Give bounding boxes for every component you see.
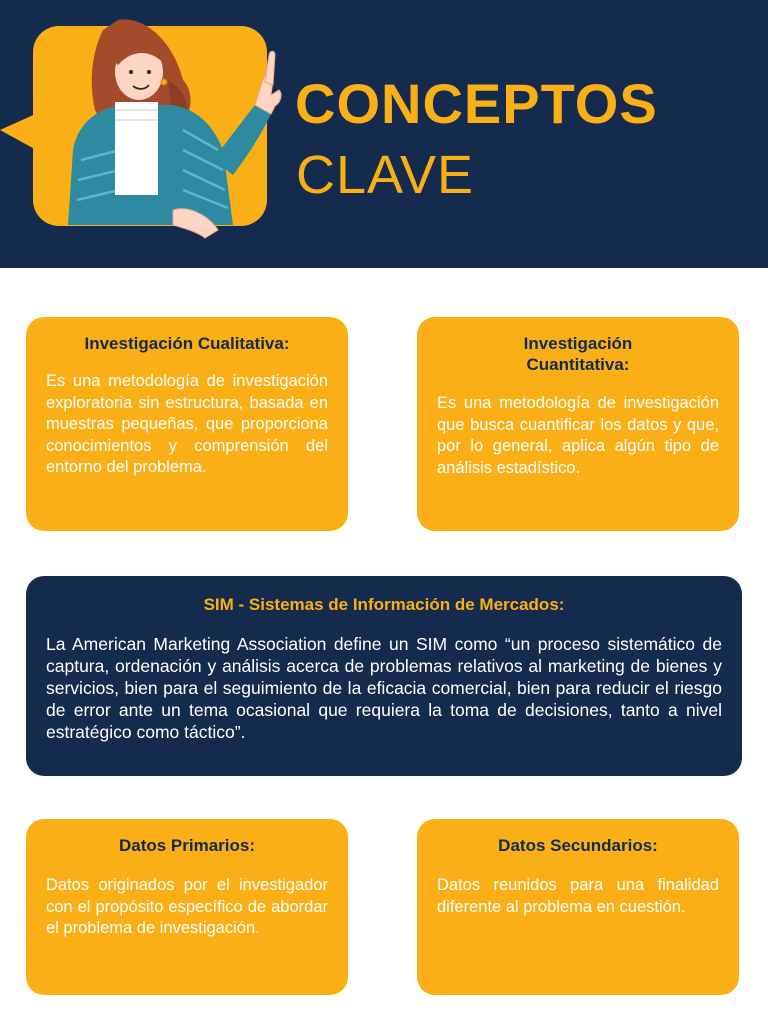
card-text: Es una metodología de investigación exploratoria sin estructura, basada en muestras pequeñas, que proporciona conocimientos y comprensión del entorno del problema.: [46, 372, 328, 476]
card-title: Investigación Cualitativa:: [84, 334, 290, 353]
page-title-conceptos: CONCEPTOS: [295, 72, 658, 135]
card-text: La American Marketing Association define un SIM como “un proceso sistemático de captura, ordenación y análisis acerca de problemas relativos al marketing de bienes y servicios, bien para el seguimiento de la eficacia comercial, bien para reducir el riesgo de error ante un tema ocasional que requiera la toma de decisiones, tanto a nivel estratégico como táctico”.: [46, 634, 722, 742]
woman-pointing-illustration: [33, 10, 293, 250]
card-text: Datos originados por el investigador con el propósito específico de abordar el problema de investigación.: [46, 876, 328, 937]
card-investigacion-cuantitativa: [417, 317, 739, 531]
card-title: Datos Secundarios:: [498, 836, 658, 855]
card-title: SIM - Sistemas de Información de Mercados:: [203, 595, 565, 614]
card-title: Investigación Cuantitativa:: [523, 334, 633, 374]
header-banner: [0, 0, 768, 268]
card-investigacion-cualitativa: [26, 317, 348, 531]
card-sim: [26, 576, 742, 776]
card-datos-primarios: [26, 819, 348, 995]
card-datos-secundarios: [417, 819, 739, 995]
card-text: Es una metodología de investigación que busca cuantificar los datos y que, por lo general, aplica algún tipo de análisis estadístico.: [437, 394, 719, 477]
card-title: Datos Primarios:: [118, 836, 256, 855]
page-title-clave: CLAVE: [296, 145, 475, 205]
card-text: Datos reunidos para una finalidad diferente al problema en cuestión.: [437, 876, 719, 916]
